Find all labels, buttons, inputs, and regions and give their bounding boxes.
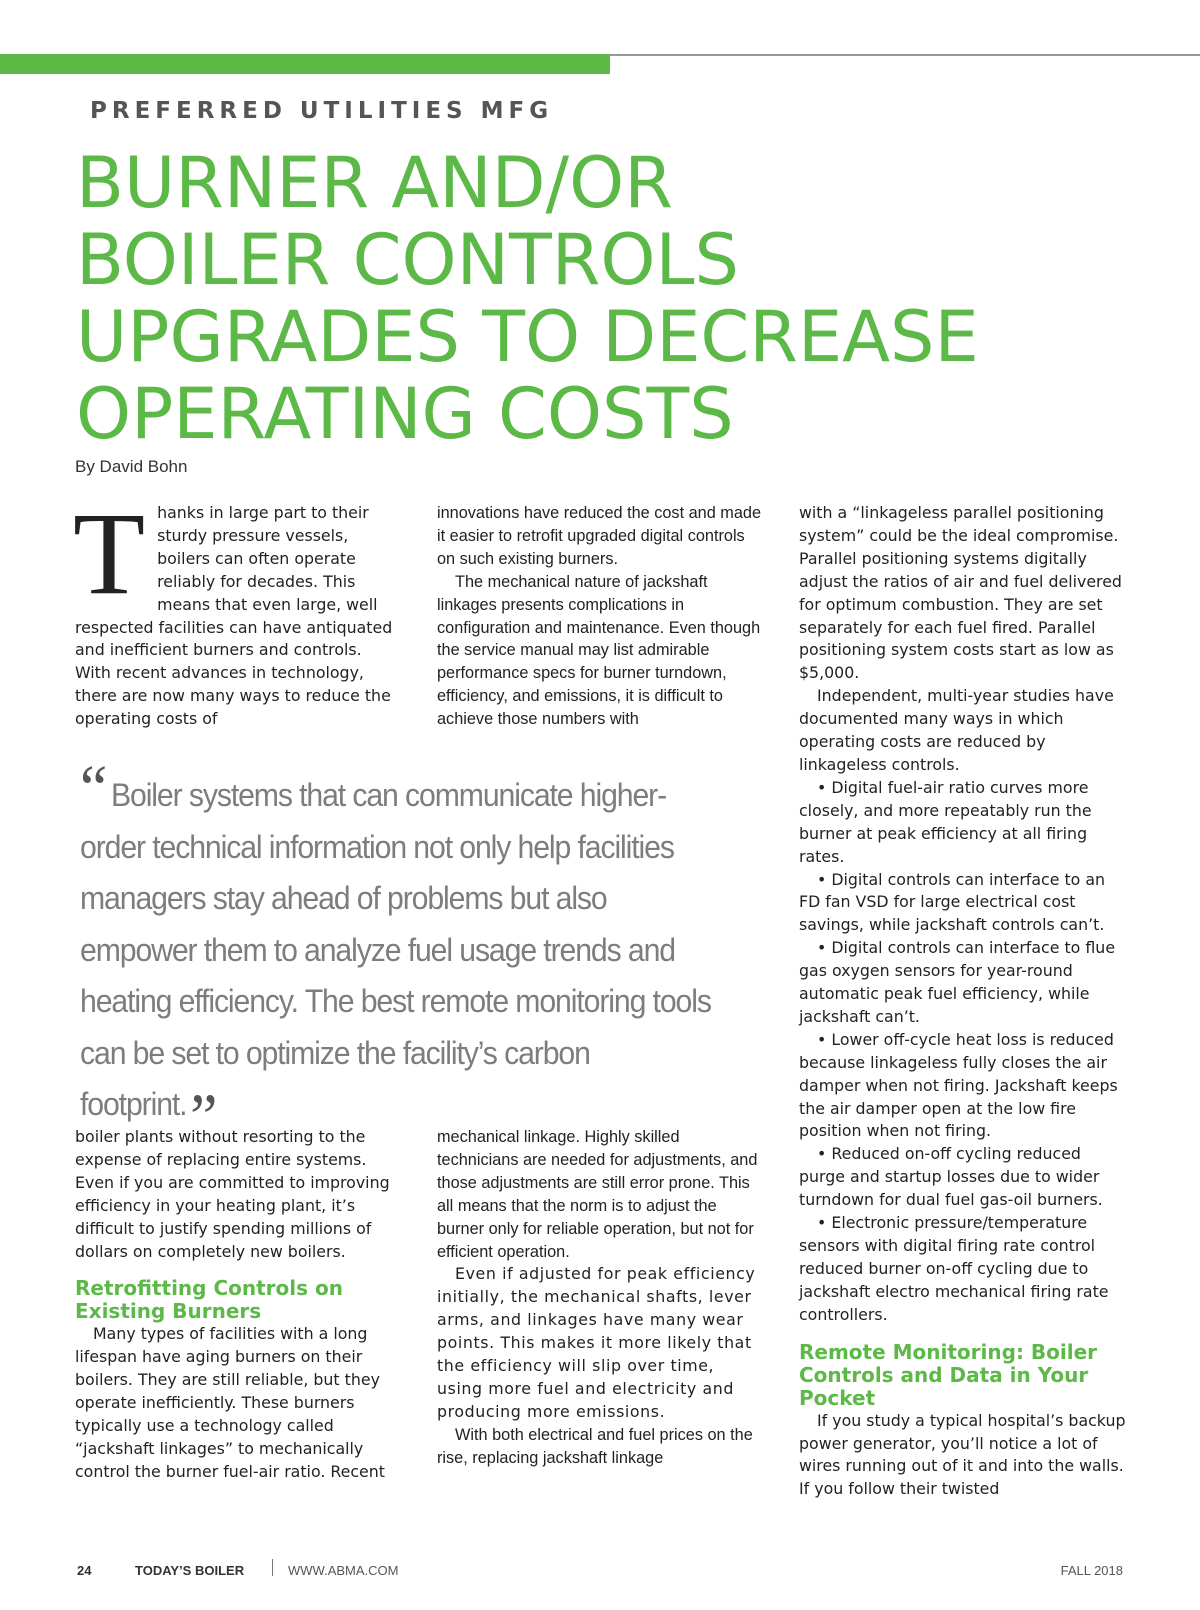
subheading: Remote Monitoring: Boiler Controls and Data in Your Pocket <box>799 1339 1098 1410</box>
paragraph: If you study a typical hospital’s backup power generator, you’ll notice a lot of wires running out of it and into the walls. If you follow their twisted <box>799 1410 1126 1499</box>
pull-quote <box>80 752 722 1154</box>
column-1-bottom <box>75 1126 400 1484</box>
company-name: PREFERRED UTILITIES MFG <box>90 98 554 124</box>
column-2-top <box>437 502 762 731</box>
close-quote-mark: ” <box>190 1081 218 1154</box>
paragraph: Even if adjusted for peak efficiency initially, the mechanical shafts, lever arms, and linkages have many wear points. This makes it more likely that the efficiency will slip over time, using more fuel and electricity and producing more emissions. <box>437 1264 756 1421</box>
bullet-item: • Lower off-cycle heat loss is reduced because linkageless fully closes the air damper when not firing. Jackshaft keeps the air damper open at the low fire position when not firing. <box>799 1029 1118 1141</box>
bullet-item: • Reduced on-off cycling reduced purge and startup losses due to wider turndown for dual fuel gas-oil burners. <box>799 1144 1103 1210</box>
bullet-item: • Digital controls can interface to flue gas oxygen sensors for year-round automatic peak fuel efficiency, while jackshaft can’t. <box>799 938 1116 1026</box>
subheading: Retrofitting Controls on Existing Burners <box>75 1276 343 1324</box>
paragraph: innovations have reduced the cost and made it easier to retrofit upgraded digital controls on such existing burners. <box>437 504 762 568</box>
paragraph: Many types of facilities with a long lifespan have aging burners on their boilers. They are still reliable, but they operate inefficiently. These burners typically use a technology called “jackshaft linkages” to mechanically control the burner fuel-air ratio. Recent <box>75 1324 385 1481</box>
pull-quote-text: Boiler systems that can communicate higher-order technical information not only help facilities managers stay ahead of problems but also empower them to analyze fuel usage trends and heating efficiency. The best remote monitoring tools can be set to optimize the facility’s carbon footprint. <box>80 777 711 1122</box>
title-line: UPGRADES TO DECREASE <box>76 296 979 378</box>
magazine-name: TODAY’S BOILER <box>135 1563 245 1578</box>
paragraph: boiler plants without resorting to the expense of replacing entire systems. Even if you are committed to improving efficiency in your heating plant, it’s difficult to justify spending millions of dollars on completely new boilers. <box>75 1127 390 1261</box>
bullet-item: • Digital controls can interface to an FD fan VSD for large electrical cost savings, while jackshaft controls can’t. <box>799 869 1106 935</box>
paragraph <box>73 488 400 731</box>
byline: By David Bohn <box>75 457 188 476</box>
paragraph: With both electrical and fuel prices on the rise, replacing jackshaft linkage <box>437 1425 753 1467</box>
column-2-bottom <box>437 1126 762 1470</box>
footer-separator <box>272 1559 273 1576</box>
header-accent-bar <box>0 54 610 74</box>
bullet-item: • Digital fuel-air ratio curves more closely, and more repeatably run the burner at peak efficiency at all firing rates. <box>799 777 1092 866</box>
paragraph: mechanical linkage. Highly skilled technicians are needed for adjustments, and those adjustments are still error prone. This all means that the norm is to adjust the burner only for reliable operation, but not for efficient operation. <box>437 1128 758 1261</box>
title-line: BOILER CONTROLS <box>76 219 739 301</box>
bullet-item: • Electronic pressure/temperature sensors with digital firing rate control reduced burner on-off cycling due to jackshaft electro mechanical firing rate controllers. <box>799 1213 1109 1324</box>
title-line: BURNER AND/OR <box>76 142 673 224</box>
website-link[interactable]: WWW.ABMA.COM <box>288 1563 399 1578</box>
article-title <box>76 142 979 455</box>
issue-date: FALL 2018 <box>1060 1563 1123 1578</box>
title-line: OPERATING COSTS <box>76 373 734 455</box>
column-1-top <box>73 488 400 731</box>
paragraph: The mechanical nature of jackshaft linkages presents complications in configuration and maintenance. Even though the service manual may list admirable performance specs for burner turndown, efficiency, and emissions, it is difficult to achieve those numbers with <box>437 572 761 729</box>
open-quote-mark: “ <box>80 752 108 825</box>
paragraph: with a “linkageless parallel positioning system” could be the ideal compromise. Parallel positioning systems digitally adjust the ratios of air and fuel delivered for optimum combustion. They are set separately for each fuel fired. Parallel positioning system costs start as low as $5,000. <box>799 503 1122 683</box>
page-number: 24 <box>77 1563 92 1578</box>
paragraph: Independent, multi-year studies have documented many ways in which operating costs are reduced by linkageless controls. <box>799 686 1114 774</box>
column-3 <box>799 502 1129 1501</box>
header-rule <box>610 54 1200 56</box>
drop-cap: T <box>73 488 146 619</box>
paragraph-text: hanks in large part to their sturdy pressure vessels, boilers can often operate reliably for decades. This means that even large, well respected facilities can have antiquated and inefficient burners and controls. With recent advances in technology, there are now many ways to reduce the operating costs of <box>75 503 393 729</box>
